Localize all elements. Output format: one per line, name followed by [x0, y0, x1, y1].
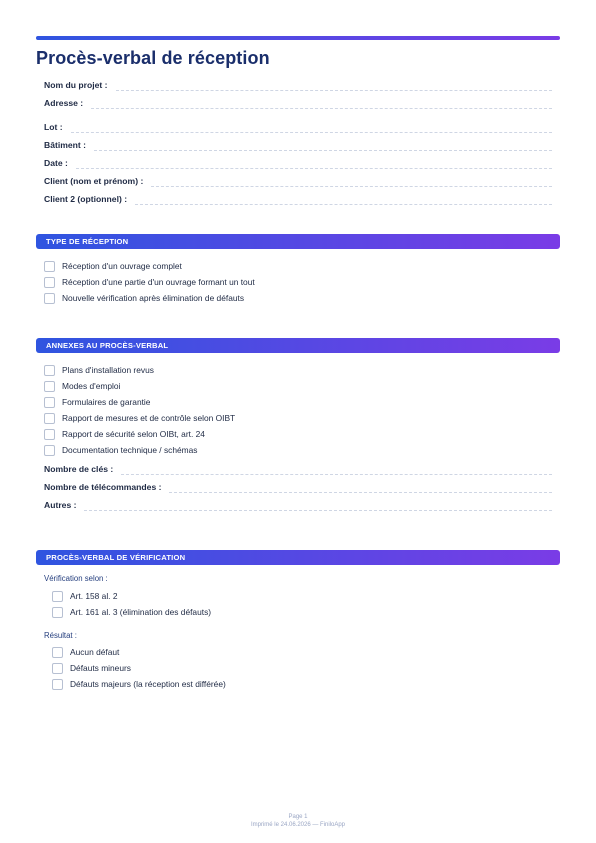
others-line [84, 510, 552, 511]
section-title: TYPE DE RÉCEPTION [46, 237, 129, 246]
remotes-count-line [169, 492, 552, 493]
checkbox-label: Rapport de sécurité selon OIBt, art. 24 [62, 429, 205, 439]
section-title: PROCÈS-VERBAL DE VÉRIFICATION [46, 553, 186, 562]
checkbox[interactable] [44, 413, 55, 424]
checkbox-option[interactable] [52, 605, 211, 619]
building-field[interactable] [44, 140, 552, 154]
date-field[interactable] [44, 158, 552, 172]
checkbox-label: Art. 161 al. 3 (élimination des défauts) [70, 607, 212, 617]
checkbox-option[interactable] [44, 291, 244, 305]
checkbox[interactable] [52, 591, 63, 602]
keys-count-line [121, 474, 552, 475]
client-field[interactable] [44, 176, 552, 190]
lot-field[interactable] [44, 122, 552, 136]
checkbox-option[interactable] [44, 363, 154, 377]
checkbox[interactable] [44, 261, 55, 272]
checkbox[interactable] [52, 679, 63, 690]
lot-label: Lot : [44, 122, 63, 132]
checkbox-option[interactable] [52, 645, 119, 659]
page-title: Procès-verbal de réception [36, 48, 270, 68]
project-name-line [116, 90, 553, 91]
footer-page-number: Page 1 [288, 814, 308, 820]
checkbox-option[interactable] [44, 411, 235, 425]
checkbox-option[interactable] [44, 427, 205, 441]
address-line [91, 108, 552, 109]
verification-according-label: Vérification selon : [44, 574, 108, 583]
checkbox-label: Modes d'emploi [62, 381, 121, 391]
building-label: Bâtiment : [44, 140, 87, 150]
checkbox[interactable] [52, 647, 63, 658]
keys-count-field[interactable] [44, 464, 552, 478]
building-line [94, 150, 552, 151]
remotes-count-label: Nombre de télécommandes : [44, 482, 162, 492]
checkbox[interactable] [44, 293, 55, 304]
checkbox[interactable] [44, 397, 55, 408]
checkbox[interactable] [44, 429, 55, 440]
checkbox-option[interactable] [44, 395, 150, 409]
checkbox-label: Réception d'un ouvrage complet [62, 261, 182, 271]
checkbox-option[interactable] [44, 259, 182, 273]
checkbox-label: Rapport de mesures et de contrôle selon OIBT [62, 413, 236, 423]
client2-line [135, 204, 552, 205]
header-accent-bar [36, 36, 560, 40]
section-title: ANNEXES AU PROCÈS-VERBAL [46, 341, 169, 350]
date-line [76, 168, 552, 169]
section-header-annexes [36, 338, 560, 353]
remotes-count-field[interactable] [44, 482, 552, 496]
lot-line [71, 132, 552, 133]
client2-label: Client 2 (optionnel) : [44, 194, 128, 204]
checkbox-label: Défauts mineurs [70, 663, 131, 673]
checkbox[interactable] [44, 445, 55, 456]
checkbox-option[interactable] [52, 677, 226, 691]
checkbox-option[interactable] [44, 443, 197, 457]
client2-field[interactable] [44, 194, 552, 208]
checkbox-option[interactable] [44, 275, 255, 289]
checkbox-label: Documentation technique / schémas [62, 445, 198, 455]
checkbox[interactable] [44, 277, 55, 288]
checkbox-option[interactable] [44, 379, 120, 393]
section-header-reception-type [36, 234, 560, 249]
checkbox-label: Plans d'installation revus [62, 365, 154, 375]
date-label: Date : [44, 158, 68, 168]
client-label: Client (nom et prénom) : [44, 176, 144, 186]
address-label: Adresse : [44, 98, 84, 108]
section-header-verification [36, 550, 560, 565]
project-name-field[interactable] [44, 80, 552, 94]
project-name-label: Nom du projet : [44, 80, 108, 90]
checkbox-label: Défauts majeurs (la réception est différée) [70, 679, 226, 689]
checkbox-label: Aucun défaut [70, 647, 120, 657]
checkbox-label: Art. 158 al. 2 [70, 591, 118, 601]
checkbox-label: Réception d'une partie d'un ouvrage formant un tout [62, 277, 255, 287]
checkbox-label: Formulaires de garantie [62, 397, 151, 407]
address-field[interactable] [44, 98, 552, 112]
checkbox-option[interactable] [52, 589, 118, 603]
others-field[interactable] [44, 500, 552, 514]
result-label: Résultat : [44, 631, 77, 640]
client-line [151, 186, 552, 187]
checkbox-option[interactable] [52, 661, 131, 675]
checkbox[interactable] [44, 381, 55, 392]
checkbox-label: Nouvelle vérification après élimination de défauts [62, 293, 245, 303]
checkbox[interactable] [44, 365, 55, 376]
footer-printed-info: Imprimé le 24.06.2026 — FiniloApp [250, 822, 346, 828]
checkbox[interactable] [52, 663, 63, 674]
keys-count-label: Nombre de clés : [44, 464, 114, 474]
checkbox[interactable] [52, 607, 63, 618]
others-label: Autres : [44, 500, 77, 510]
